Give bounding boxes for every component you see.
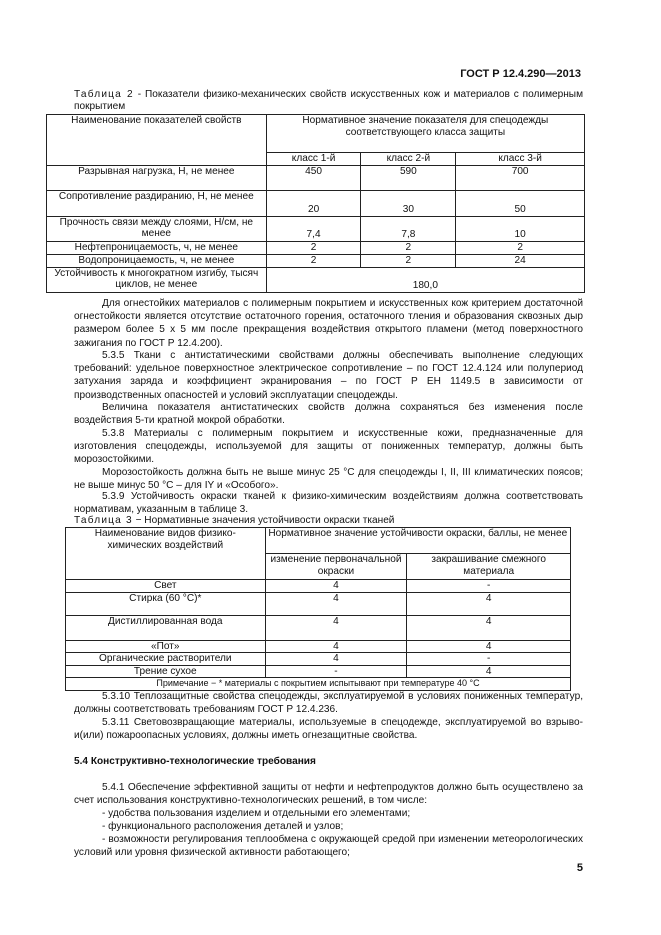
table3-note: Примечание − * материалы с покрытием испытывают при температуре 40 °С — [66, 678, 571, 691]
row-name: Дистиллированная вода — [66, 615, 266, 640]
row-name: Свет — [66, 580, 266, 593]
cell: 4 — [265, 653, 407, 666]
cell: 2 — [266, 254, 361, 267]
cell: 24 — [456, 254, 585, 267]
table2-header-name: Наименование показателей свойств — [47, 115, 267, 166]
cell: 4 — [407, 592, 571, 615]
paragraph-5-3-9: 5.3.9 Устойчивость окраски тканей к физико-химическим воздействиям должна соответствовать нормативам, указанным в таблице 3. — [74, 491, 583, 516]
table-row — [47, 254, 585, 267]
table2-class-3: класс 3-й — [456, 153, 585, 166]
table-row — [47, 190, 585, 216]
table3-header-name: Наименование видов физико-химических воздействий — [66, 528, 266, 580]
cell: - — [407, 653, 571, 666]
paragraph-5-3-5: 5.3.5 Ткани с антистатическими свойствами должны обеспечивать выполнение следующих требований: удельное поверхностное электрическое сопротивление – по ГОСТ 12.4.124 или полупериод затухания заряда и коэффициент экранирования – по ГОСТ Р ЕН 1149.5 в зависимости от производственных опасностей и условий эксплуатации спецодежды. — [74, 350, 583, 401]
row-name: Устойчивость к многократном изгибу, тысяч циклов, не менее — [47, 267, 267, 292]
row-name: Сопротивление раздиранию, Н, не менее — [47, 190, 267, 216]
row-name: Водопроницаемость, ч, не менее — [47, 254, 267, 267]
table2-caption-label: Таблица 2 — [74, 89, 134, 100]
paragraph-5-3-10: 5.3.10 Теплозащитные свойства спецодежды, эксплуатируемой в условиях пониженных температур, должны соответствовать требованиям ГОСТ Р 12.4.236. — [74, 691, 583, 716]
table-row — [66, 615, 571, 640]
row-name: Трение сухое — [66, 665, 266, 678]
paragraph-antistatic: Величина показателя антистатических свойств должна сохраняться без изменения после воздействия 5-ти кратной мокрой обработки. — [74, 402, 583, 427]
table-row — [47, 241, 585, 254]
table2-class-2: класс 2-й — [361, 153, 456, 166]
cell: 2 — [361, 241, 456, 254]
page-number: 5 — [576, 862, 583, 874]
cell: - — [407, 580, 571, 593]
table2-caption-text: - Показатели физико-механических свойств искусственных кож и материалов с полимерным покрытием — [74, 89, 584, 112]
cell: 4 — [265, 592, 407, 615]
cell: 2 — [266, 241, 361, 254]
cell: 4 — [407, 640, 571, 653]
table3-caption — [74, 515, 394, 526]
cell: - — [265, 665, 407, 678]
cell: 590 — [361, 165, 456, 190]
cell: 7,4 — [266, 216, 361, 241]
cell: 4 — [407, 665, 571, 678]
table3-caption-text: − Нормативные значения устойчивости окраски тканей — [132, 515, 395, 526]
table3-caption-label: Таблица 3 — [74, 515, 133, 526]
cell: 4 — [407, 615, 571, 640]
paragraph-5-3-11: 5.3.11 Световозвращающие материалы, используемые в спецодежде, эксплуатируемой во взрыво- и(или) пожароопасных условиях, должны иметь огнезащитные свойства. — [74, 717, 583, 742]
table-row — [47, 216, 585, 241]
cell: 700 — [456, 165, 585, 190]
table3-sub-2: закрашивание смежного материала — [407, 554, 571, 580]
row-name: «Пот» — [66, 640, 266, 653]
table-row — [66, 592, 571, 615]
document-header: ГОСТ Р 12.4.290—2013 — [460, 68, 581, 80]
paragraph-frost: Морозостойкость должна быть не выше минус 25 °С для спецодежды I, II, III климатических поясов; не выше минус 50 °С – для IY и «Особого». — [74, 467, 583, 492]
paragraph-fire: Для огнестойких материалов с полимерным покрытием и искусственных кож критерием достаточной огнестойкости является отсутствие остаточного горения, остаточного тления и образования сквозных дыр размером более 5 х 5 мм после прекращения воздействия открытого пламени (метод поверхностного зажигания по ГОСТ Р 12.4.200). — [74, 298, 583, 349]
table-3 — [65, 527, 571, 691]
list-item: - функционального расположения деталей и узлов; — [102, 821, 344, 832]
cell: 4 — [265, 615, 407, 640]
table-2 — [46, 114, 585, 293]
table-row — [47, 165, 585, 190]
row-name: Прочность связи между слоями, Н/см, не менее — [47, 216, 267, 241]
table3-header-norm: Нормативное значение устойчивости окраски, баллы, не менее — [265, 528, 570, 554]
paragraph-5-4-1: 5.4.1 Обеспечение эффективной защиты от нефти и нефтепродуктов должно быть осуществлено за счет использования конструктивно-технологических решений, в том числе: — [74, 782, 583, 807]
table-row — [66, 580, 571, 593]
row-name: Нефтепроницаемость, ч, не менее — [47, 241, 267, 254]
table2-caption — [74, 89, 583, 113]
table-row — [66, 640, 571, 653]
cell: 450 — [266, 165, 361, 190]
row-name: Органические растворители — [66, 653, 266, 666]
cell: 2 — [456, 241, 585, 254]
cell: 50 — [456, 190, 585, 216]
table-row — [47, 267, 585, 292]
cell: 20 — [266, 190, 361, 216]
list-item: - удобства пользования изделием и отдельными его элементами; — [102, 808, 411, 819]
cell: 4 — [265, 580, 407, 593]
table3-sub-1: изменение первоначальной окраски — [265, 554, 407, 580]
table-row — [66, 665, 571, 678]
table2-header-norm: Нормативное значение показателя для спецодежды соответствующего класса защиты — [266, 115, 584, 153]
paragraph-5-3-8: 5.3.8 Материалы с полимерным покрытием и искусственные кожи, предназначенные для изготовления спецодежды, используемой для защиты от пониженных температур, должны быть морозостойкими. — [74, 428, 583, 466]
table-row — [66, 653, 571, 666]
cell: 4 — [265, 640, 407, 653]
cell: 2 — [361, 254, 456, 267]
list-item: - возможности регулирования теплообмена с окружающей средой при изменении метеорологических условий или уровня физической активности работающего; — [74, 834, 583, 859]
cell: 180,0 — [266, 267, 584, 292]
table2-class-1: класс 1-й — [266, 153, 361, 166]
section-heading: 5.4 Конструктивно-технологические требования — [74, 756, 316, 767]
cell: 7,8 — [361, 216, 456, 241]
row-name: Стирка (60 °С)* — [66, 592, 266, 615]
row-name: Разрывная нагрузка, Н, не менее — [47, 165, 267, 190]
cell: 10 — [456, 216, 585, 241]
cell: 30 — [361, 190, 456, 216]
